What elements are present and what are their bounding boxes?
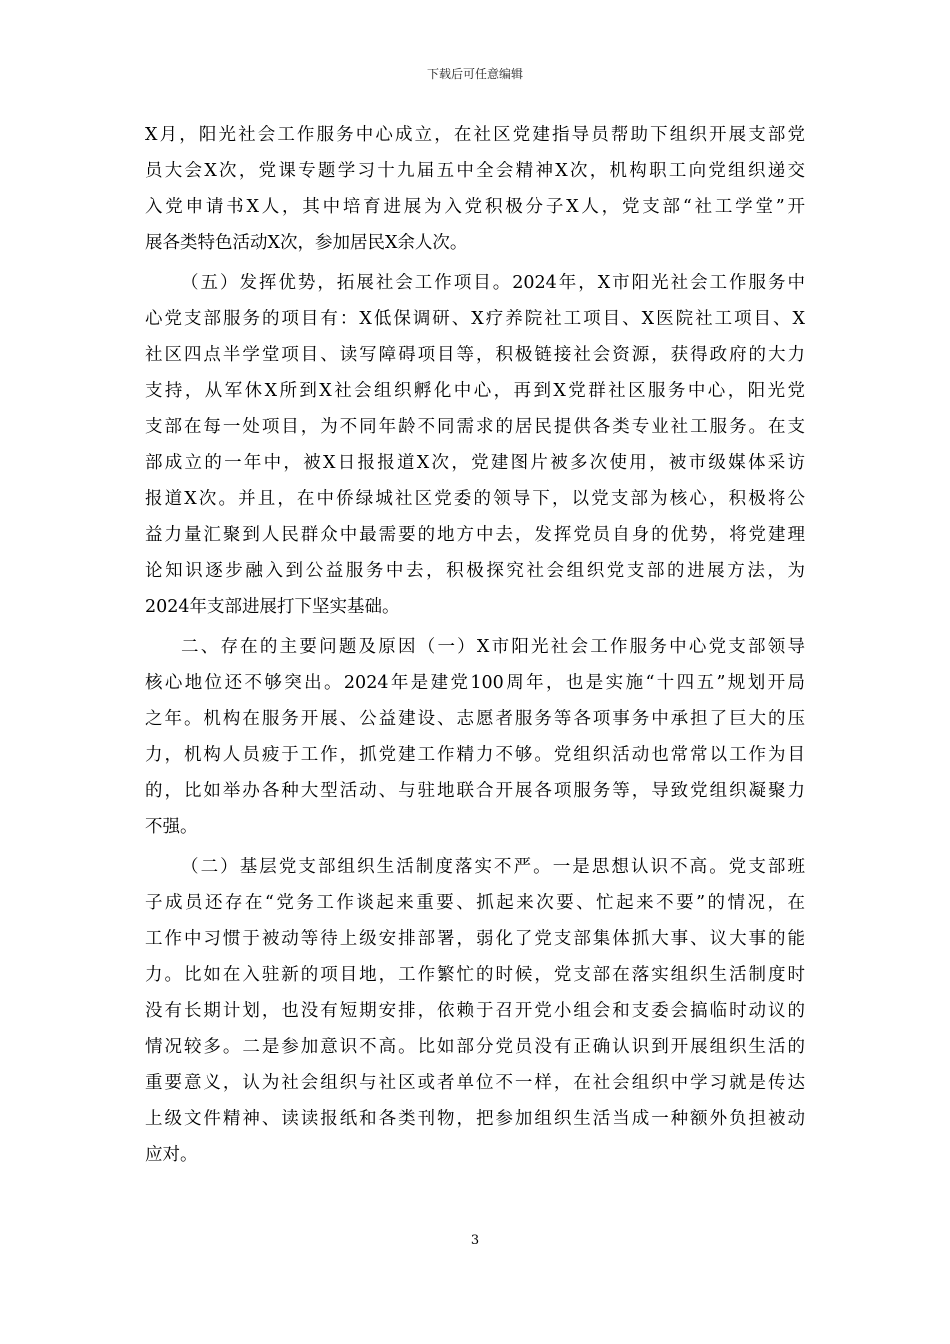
text-line: 应对。 [145, 1145, 198, 1165]
paragraph-1 [145, 117, 805, 261]
page-number: 3 [470, 1233, 480, 1248]
text-line: 重要意义，认为社会组织与社区或者单位不一样，在社会组织中学习就是传达 [145, 1073, 805, 1093]
text-line: 展各类特色活动X次，参加居民X余人次。 [145, 233, 468, 253]
text-line: 上级文件精神、读读报纸和各类刊物，把参加组织生活当成一种额外负担被动 [145, 1109, 805, 1129]
text-line: 社区四点半学堂项目、读写障碍项目等，积极链接社会资源，获得政府的大力 [145, 345, 805, 365]
text-line: 心党支部服务的项目有：X低保调研、X疗养院社工项目、X医院社工项目、X [145, 309, 805, 329]
text-line: 支持，从军休X所到X社会组织孵化中心，再到X党群社区服务中心，阳光党 [145, 381, 805, 401]
paragraph-2 [145, 265, 805, 625]
text-line: 报道X次。并且，在中侨绿城社区党委的领导下，以党支部为核心，积极将公 [145, 489, 805, 509]
text-line: 工作中习惯于被动等待上级安排部署，弱化了党支部集体抓大事、议大事的能 [145, 929, 805, 949]
paragraph-3 [145, 629, 805, 845]
text-line: 情况较多。二是参加意识不高。比如部分党员没有正确认识到开展组织生活的 [145, 1037, 805, 1057]
text-line: 员大会X次，党课专题学习十九届五中全会精神X次，机构职工向党组织递交 [145, 161, 805, 181]
document-body [145, 117, 805, 1173]
text-line: 没有长期计划，也没有短期安排，依赖于召开党小组会和支委会搞临时动议的 [145, 1001, 805, 1021]
text-line: 部成立的一年中，被X日报报道X次，党建图片被多次使用，被市级媒体采访 [145, 453, 805, 473]
text-line: 益力量汇聚到人民群众中最需要的地方中去，发挥党员自身的优势，将党建理 [145, 525, 805, 545]
paragraph-4 [145, 849, 805, 1173]
text-line: （二）基层党支部组织生活制度落实不严。一是思想认识不高。党支部班 [181, 857, 805, 877]
text-line: 入党申请书X人，其中培育进展为入党积极分子X人，党支部“社工学堂”开 [145, 197, 805, 217]
text-line: 之年。机构在服务开展、公益建设、志愿者服务等各项事务中承担了巨大的压 [145, 709, 805, 729]
text-line: 二、存在的主要问题及原因（一）X市阳光社会工作服务中心党支部领导 [181, 637, 805, 657]
text-line: 2024年支部进展打下坚实基础。 [145, 597, 400, 617]
text-line: 的，比如举办各种大型活动、与驻地联合开展各项服务等，导致党组织凝聚力 [145, 781, 805, 801]
text-line: 核心地位还不够突出。2024年是建党100周年，也是实施“十四五”规划开局 [145, 673, 805, 693]
text-line: 子成员还存在“党务工作谈起来重要、抓起来次要、忙起来不要”的情况，在 [145, 893, 805, 913]
text-line: 力，机构人员疲于工作，抓党建工作精力不够。党组织活动也常常以工作为目 [145, 745, 805, 765]
text-line: 力。比如在入驻新的项目地，工作繁忙的时候，党支部在落实组织生活制度时 [145, 965, 805, 985]
page-header: 下载后可任意编辑 [426, 67, 523, 81]
text-line: 论知识逐步融入到公益服务中去，积极探究社会组织党支部的进展方法，为 [145, 561, 805, 581]
text-line: 不强。 [145, 817, 198, 837]
text-line: （五）发挥优势，拓展社会工作项目。2024年，X市阳光社会工作服务中 [181, 273, 805, 293]
text-line: X月，阳光社会工作服务中心成立，在社区党建指导员帮助下组织开展支部党 [145, 125, 805, 145]
text-line: 支部在每一处项目，为不同年龄不同需求的居民提供各类专业社工服务。在支 [145, 417, 805, 437]
